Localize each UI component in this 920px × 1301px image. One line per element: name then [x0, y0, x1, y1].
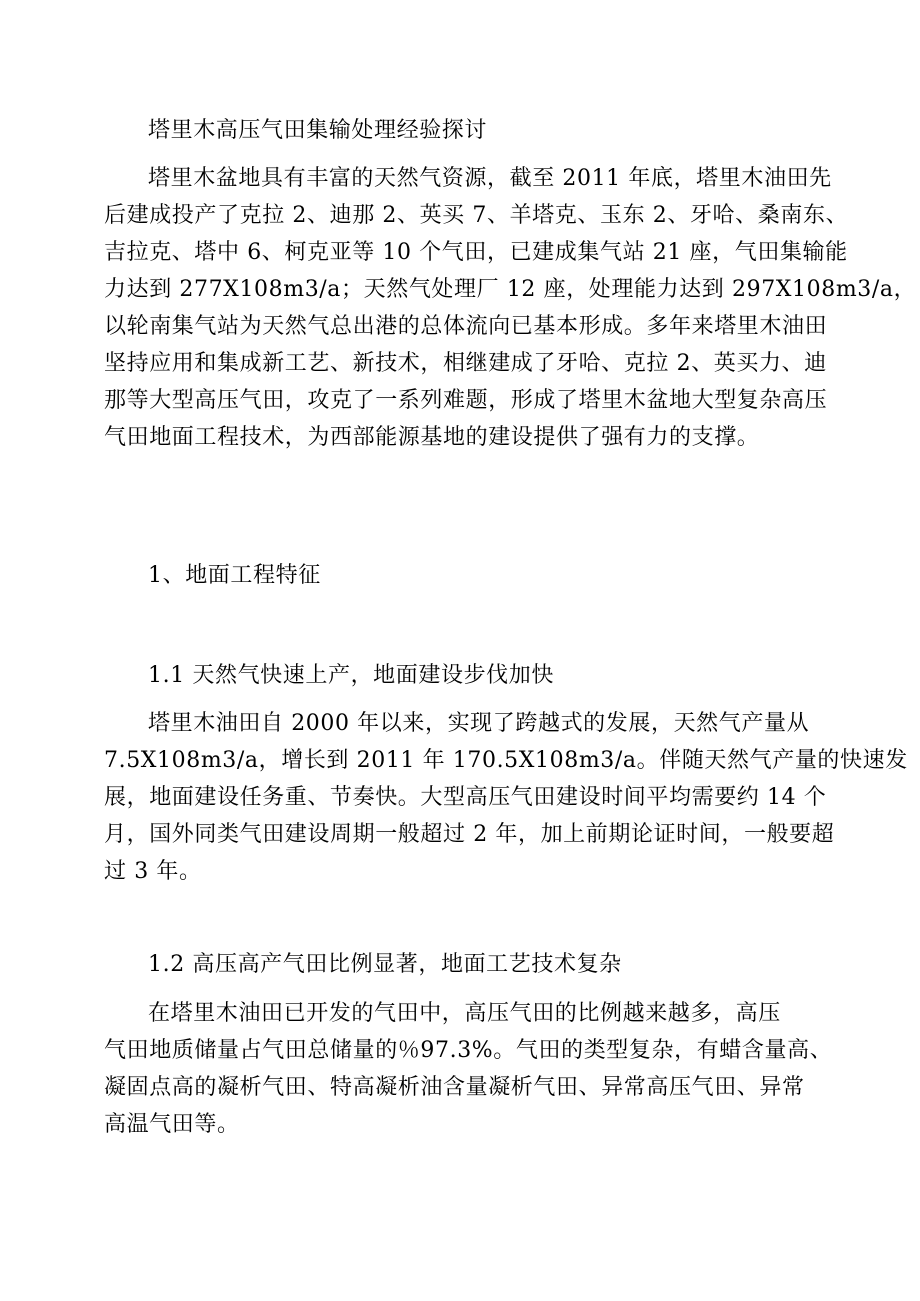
- section-1-1-line: 月，国外同类气田建设周期一般超过 2 年，加上前期论证时间，一般要超: [104, 822, 835, 847]
- intro-line: 坚持应用和集成新工艺、新技术，相继建成了牙哈、克拉 2、英买力、迪: [104, 351, 827, 376]
- section-1-2-line: 气田地质储量占气田总储量的％97.3%。气田的类型复杂，有蜡含量高、: [104, 1038, 833, 1063]
- intro-line: 气田地面工程技术，为西部能源基地的建设提供了强有力的支撑。: [104, 425, 760, 450]
- section-1-2-line: 凝固点高的凝析气田、特高凝析油含量凝析气田、异常高压气田、异常: [104, 1075, 805, 1100]
- intro-line: 塔里木盆地具有丰富的天然气资源，截至 2011 年底，塔里木油田先: [148, 166, 832, 191]
- intro-line: 以轮南集气站为天然气总出港的总体流向已基本形成。多年来塔里木油田: [104, 314, 828, 339]
- intro-line: 吉拉克、塔中 6、柯克亚等 10 个气田，已建成集气站 21 座，气田集输能: [104, 240, 848, 265]
- section-1-1-heading: 1.1 天然气快速上产，地面建设步伐加快: [148, 663, 554, 688]
- intro-line: 后建成投产了克拉 2、迪那 2、英买 7、羊塔克、玉东 2、牙哈、桑南东、: [104, 203, 849, 228]
- section-1-2-line: 在塔里木油田已开发的气田中，高压气田的比例越来越多，高压: [148, 1001, 781, 1026]
- section-1-1-line: 7.5X108m3/a，增长到 2011 年 170.5X108m3/a。伴随天然气产量的快速发: [104, 748, 908, 773]
- section-1-2-line: 高温气田等。: [104, 1112, 240, 1137]
- document-title: 塔里木高压气田集输处理经验探讨: [148, 118, 488, 143]
- section-1-1-line: 塔里木油田自 2000 年以来，实现了跨越式的发展，天然气产量从: [148, 711, 810, 736]
- section-1-1-line: 展，地面建设任务重、节奏快。大型高压气田建设时间平均需要约 14 个: [104, 785, 827, 810]
- intro-line: 力达到 277X108m3/a；天然气处理厂 12 座，处理能力达到 297X108m3/a，: [104, 277, 917, 302]
- section-1-1-line: 过 3 年。: [104, 859, 202, 884]
- section-1-heading: 1、地面工程特征: [148, 563, 321, 588]
- intro-line: 那等大型高压气田，攻克了一系列难题，形成了塔里木盆地大型复杂高压: [104, 388, 828, 413]
- section-1-2-heading: 1.2 高压高产气田比例显著，地面工艺技术复杂: [148, 952, 622, 977]
